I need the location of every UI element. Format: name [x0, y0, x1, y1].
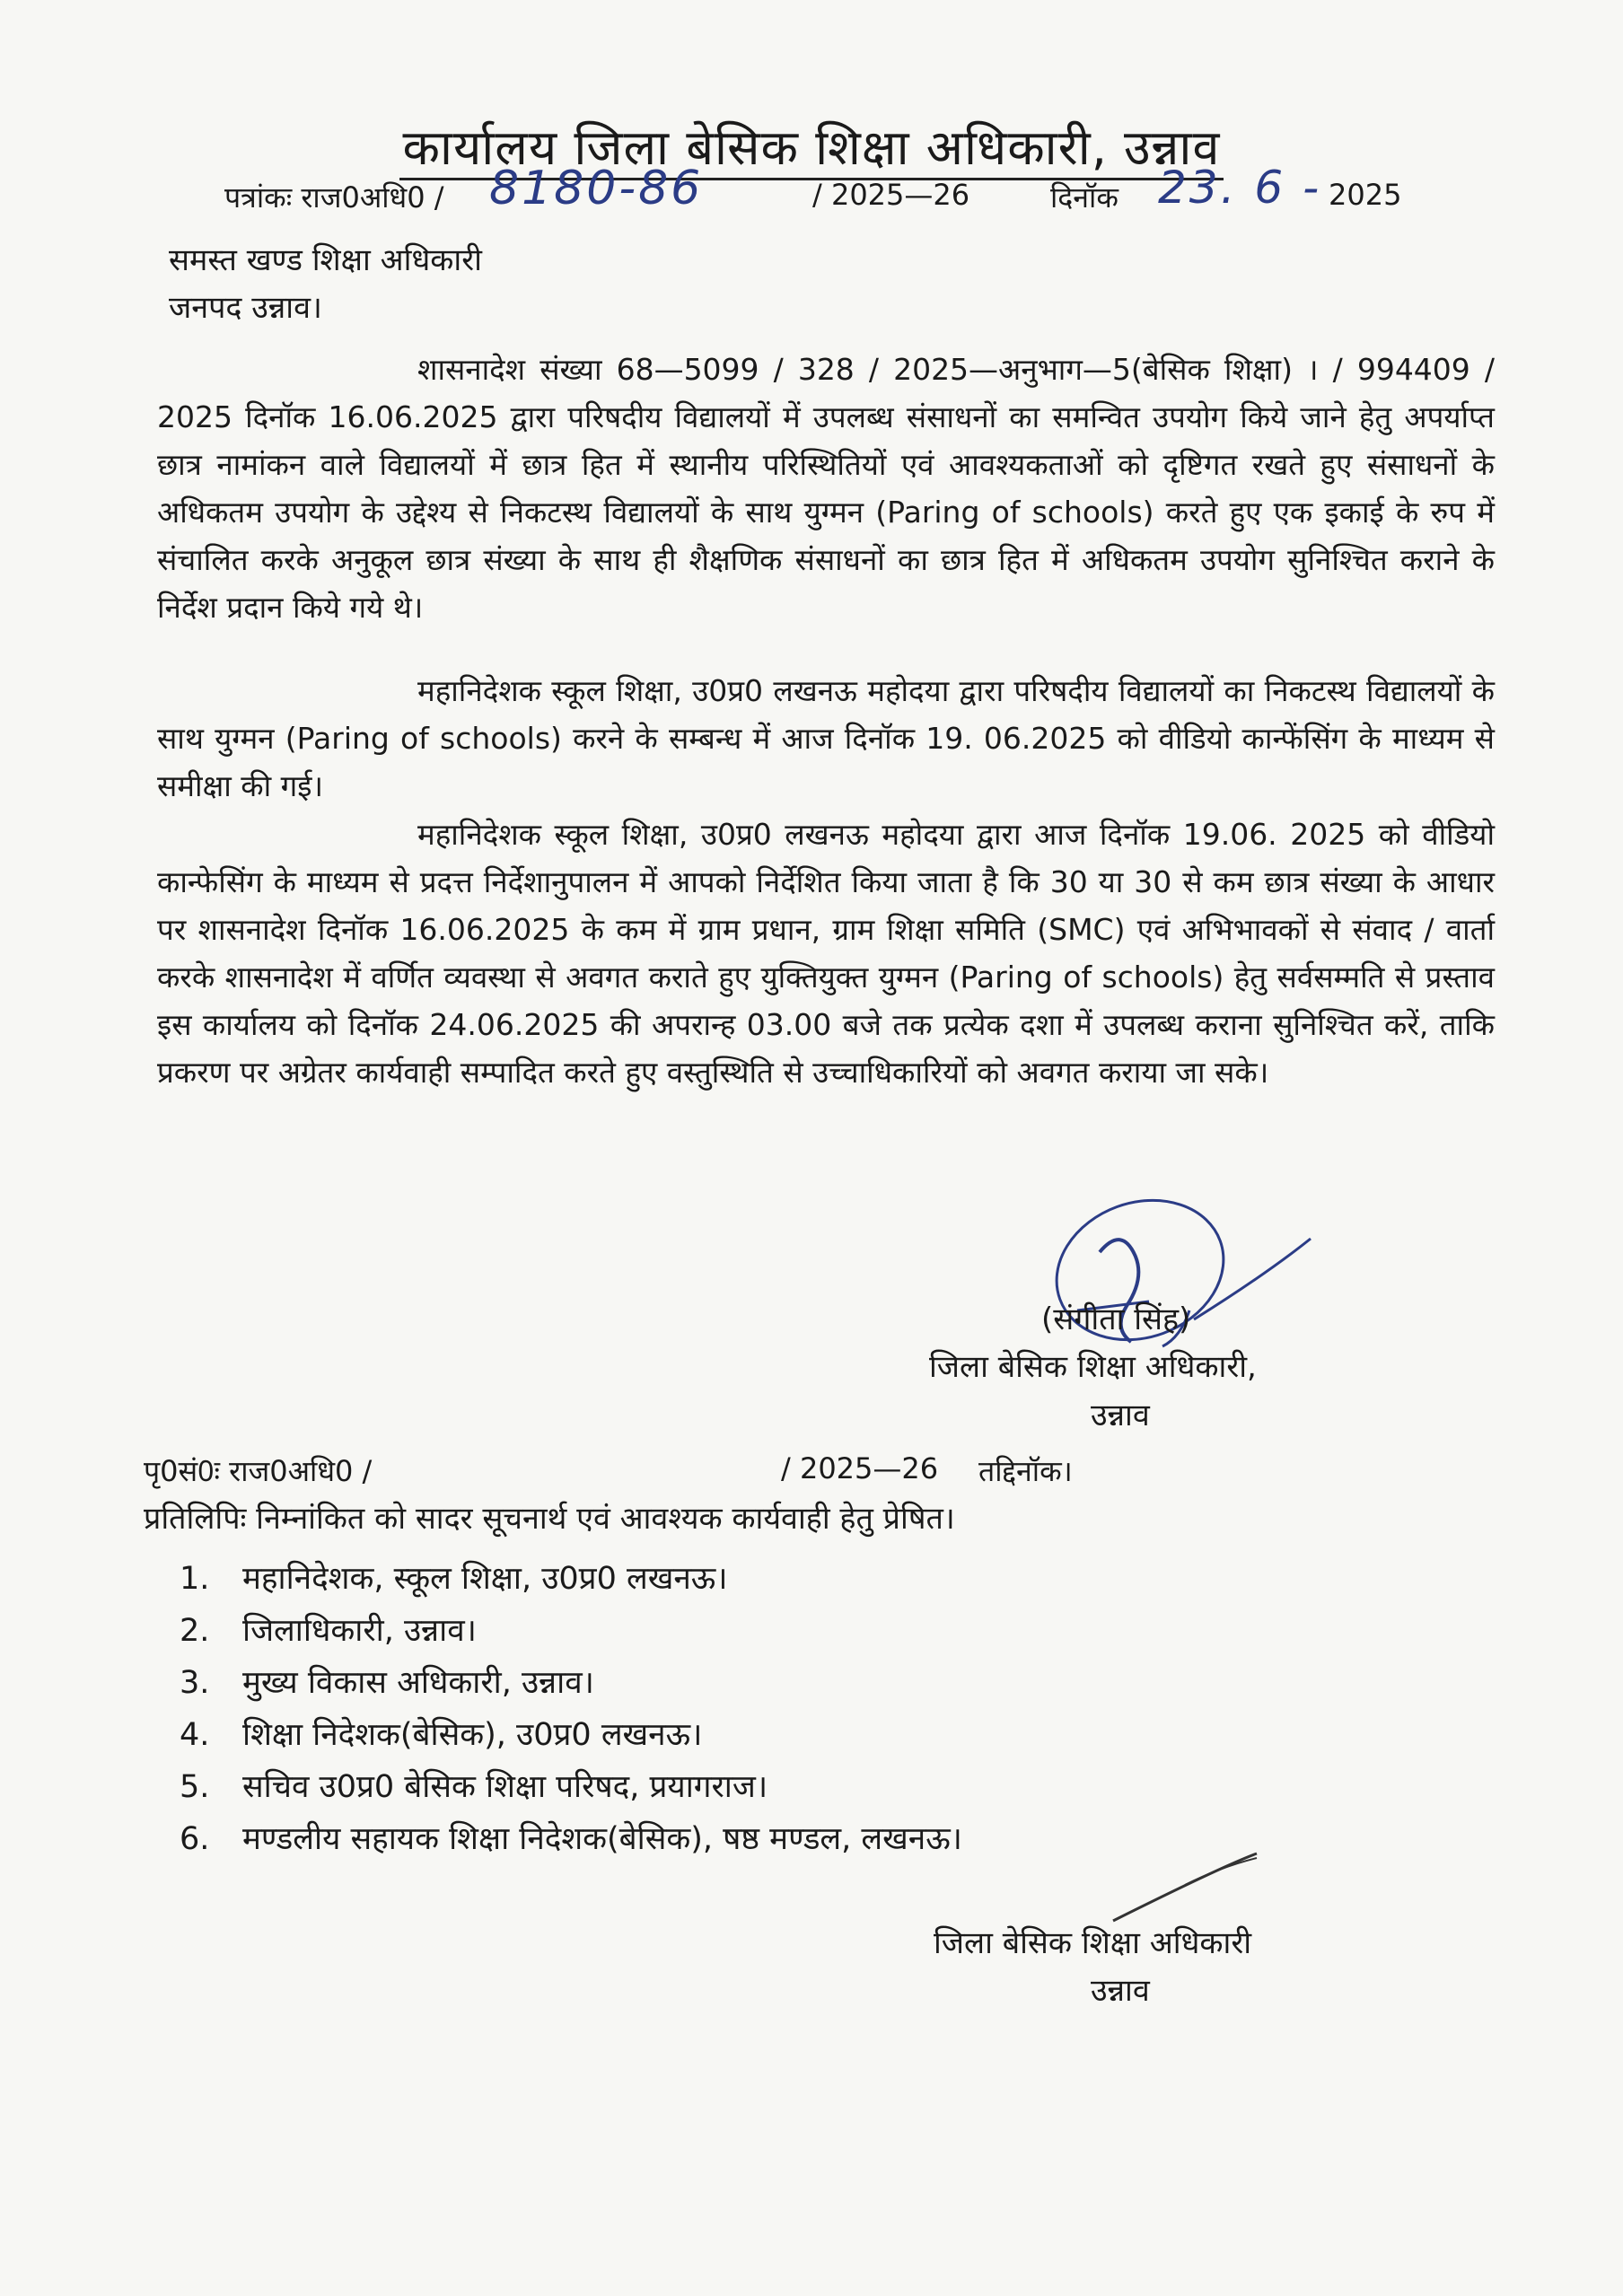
list-item: 1. महानिदेशक, स्कूल शिक्षा, उ0प्र0 लखनऊ। — [180, 1561, 728, 1597]
addressee-line1: समस्त खण्ड शिक्षा अधिकारी — [169, 242, 482, 278]
list-item: 2. जिलाधिकारी, उन्नाव। — [180, 1613, 477, 1649]
signature2-designation: जिला बेसिक शिक्षा अधिकारी — [934, 1925, 1252, 1961]
signatory-name: (संगीता सिंह) — [1041, 1301, 1191, 1337]
signature2-place: उन्नाव — [1091, 1973, 1150, 2009]
office-title: कार्यालय जिला बेसिक शिक्षा अधिकारी, उन्नाव — [0, 112, 1623, 179]
copy-reference-label: पृ0सं0ः राज0अधि0 / — [144, 1454, 373, 1488]
date-year: 2025 — [1329, 178, 1402, 212]
body-paragraph-1: शासनादेश संख्या 68—5099 / 328 / 2025—अनुभाग—5(बेसिक शिक्षा) । / 994409 / 2025 दिनॉक 16.06.2025 द्वारा परिषदीय विद्यालयों में उपलब्ध संसाधनों का समन्वित उपयोग किये जाने हेतु अपर्याप्त छात्र नामांकन वाले विद्यालयों में छात्र हित में स्थानीय परिस्थितियों एवं आवश्यकताओं को दृष्टिगत रखते हुए संसाधनों के अधिकतम उपयोग के उद्देश्य से निकटस्थ विद्यालयों के साथ युग्मन (Paring of schools) करते हुए एक इकाई के रुप में संचालित करके अनुकूल छात्र संख्या के साथ ही शैक्षणिक संसाधनों का छात्र हित में अधिकतम उपयोग सुनिश्चित कराने के निर्देश प्रदान किये गये थे। — [157, 352, 1495, 625]
list-item: 6. मण्डलीय सहायक शिक्षा निदेशक(बेसिक), षष्ठ मण्डल, लखनऊ। — [180, 1821, 962, 1857]
letter-year: / 2025—26 — [812, 178, 970, 212]
copy-reference-year: / 2025—26 — [781, 1451, 939, 1485]
copy-reference-date: तद्दिनॉक। — [978, 1454, 1073, 1488]
signatory-place: उन्नाव — [1091, 1398, 1150, 1433]
letter-number-label: पत्रांकः राज0अधि0 / — [224, 180, 444, 215]
body-paragraph-2: महानिदेशक स्कूल शिक्षा, उ0प्र0 लखनऊ महोदया द्वारा परिषदीय विद्यालयों का निकटस्थ विद्यालयों के साथ युग्मन (Paring of schools) करने के सम्बन्ध में आज दिनॉक 19. 06.2025 को वीडियो कान्फेंसिंग के माध्यम से समीक्षा की गई। — [157, 673, 1495, 803]
letter-number-handwritten: 8180-86 — [489, 162, 704, 215]
signatory-designation: जिला बेसिक शिक्षा अधिकारी, — [929, 1349, 1257, 1385]
copy-heading: प्रतिलिपिः निम्नांकित को सादर सूचनार्थ एवं आवश्यक कार्यवाही हेतु प्रेषित। — [144, 1501, 955, 1537]
date-label: दिनॉक — [1050, 180, 1119, 215]
list-item: 4. शिक्षा निदेशक(बेसिक), उ0प्र0 लखनऊ। — [180, 1717, 703, 1753]
list-item: 3. मुख्य विकास अधिकारी, उन्नाव। — [180, 1665, 594, 1701]
body-paragraph-3: महानिदेशक स्कूल शिक्षा, उ0प्र0 लखनऊ महोदया द्वारा आज दिनॉक 19.06. 2025 को वीडियो कान्फेसिंग के माध्यम से प्रदत्त निर्देशानुपालन में आपको निर्देशित किया जाता है कि 30 या 30 से कम छात्र संख्या के आधार पर शासनादेश दिनॉक 16.06.2025 के कम में ग्राम प्रधान, ग्राम शिक्षा समिति (SMC) एवं अभिभावकों से संवाद / वार्ता करके शासनादेश में वर्णित व्यवस्था से अवगत कराते हुए युक्तियुक्त युग्मन (Paring of schools) हेतु सर्वसम्मति से प्रस्ताव इस कार्यालय को दिनॉक 24.06.2025 की अपरान्ह 03.00 बजे तक प्रत्येक दशा में उपलब्ध कराना सुनिश्चित करें, ताकि प्रकरण पर अग्रेतर कार्यवाही सम्पादित करते हुए वस्तुस्थिति से उच्चाधिकारियों को अवगत कराया जा सके। — [157, 817, 1495, 1090]
copy-recipient-list — [180, 1553, 962, 1865]
list-item: 5. सचिव उ0प्र0 बेसिक शिक्षा परिषद, प्रयागराज। — [180, 1769, 768, 1805]
addressee-line2: जनपद उन्नाव। — [169, 290, 322, 326]
date-handwritten: 23. 6 - — [1158, 162, 1322, 214]
